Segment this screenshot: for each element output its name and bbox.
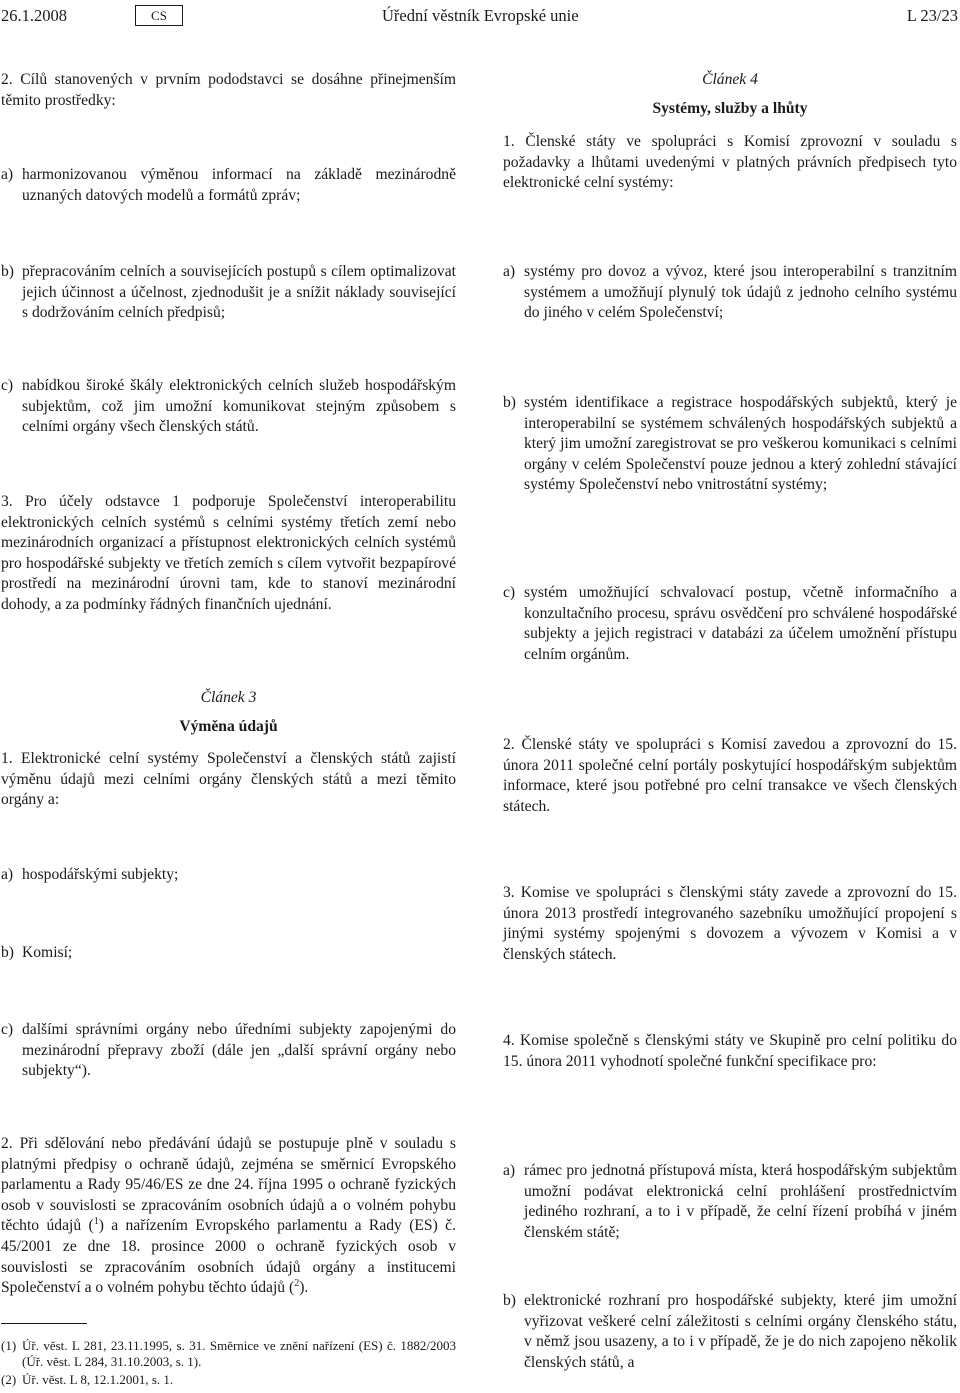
art4-paragraph-4: 4. Komise společně s členskými státy ve Skupině pro celní politiku do 15. února 2011 vyhodnotí společné funkční specifikace pro: <box>503 1032 957 1070</box>
art3-item-b <box>1 943 456 964</box>
item-text: systémy pro dovoz a vývoz, které jsou interoperabilní s tranzitním systémem a umožňují plynulý tok údajů z jednoho celního systému do jiného v celém Společenství; <box>524 263 957 322</box>
item-label: c) <box>503 584 516 601</box>
item-text: přepracováním celních a souvisejících postupů s cílem optimalizovat jejich účinnost a účelnost, zjednodušit je a snížit náklady související s dodržováním celních předpisů; <box>22 263 456 322</box>
item-label: a) <box>503 1162 516 1179</box>
footnote-label: (1) <box>1 1338 17 1353</box>
article-3-number: Článek 3 <box>200 689 257 706</box>
art3-paragraph-1: 1. Elektronické celní systémy Společenství a členských států zajistí výměnu údajů mezi celními orgány členských států a mezi těmito orgány a: <box>1 750 456 809</box>
article-4-title: Systémy, služby a lhůty <box>652 100 808 117</box>
item-label: c) <box>1 1021 14 1038</box>
footnote-text: Úř. věst. L 8, 12.1.2001, s. 1. <box>22 1372 174 1387</box>
item-text: nabídkou široké škály elektronických celních služeb hospodářským subjektům, což jim umožní komunikovat stejným způsobem s celními orgány všech členských států. <box>22 377 456 436</box>
art4-paragraph-3: 3. Komise ve spolupráci s členskými státy zavede a zprovozní do 15. února 2013 prostředí integrovaného sazebníku umožňující propojení s jinými systémy spojenými s dovozem a vývozem v Komisi a v členských státech. <box>503 884 957 963</box>
art2-item-a <box>1 165 456 206</box>
item-text: systém identifikace a registrace hospodářských subjektů, který je interoperabilní se systémem schválených hospodářských subjektů a který jim umožní zaregistrovat se pro veškerou komunikaci s celními orgány v celém Společenství pouze jednou a který zohlední stávající systémy Společenství nebo vnitrostátní systémy; <box>524 394 957 494</box>
art3-paragraph-2: 2. Při sdělování nebo předávání údajů se postupuje plně v souladu s platnými předpisy o ochraně údajů, zejména se směrnicí Evropského parlamentu a Rady 95/46/ES ze dne 24. října 1995 o ochraně fyzických osob v souvislosti se zpracováním osobních údajů a o volném pohybu těchto údajů ($^1$) a nařízením Evropského parlamentu a Rady (ES) č. 45/2001 ze dne 18. prosince 2000 o ochraně fyzických osob v souvislosti se zpracováním osobních údajů orgány a institucemi Společenství a o volném pohybu těchto údajů ($^2$). <box>1 1135 456 1297</box>
art4-paragraph-2: 2. Členské státy ve spolupráci s Komisí zavedou a zprovozní do 15. února 2011 společné celní portály poskytující hospodářským subjektům informace, které jsou potřebné pro celní transakce ve všech členských státech. <box>503 736 957 815</box>
footnote-1 <box>1 1338 456 1371</box>
art3-item-a <box>1 865 456 886</box>
footnote-2 <box>1 1372 456 1388</box>
item-text: dalšími správními orgány nebo úředními subjekty zapojenými do mezinárodní přepravy zboží (dále jen „další správní orgány nebo subjekty“). <box>22 1021 456 1080</box>
art2-paragraph-2: 2. Cílů stanovených v prvním pododstavci se dosáhne přinejmenším těmito prostředky: <box>1 71 456 109</box>
footnote-ref-2: 2 <box>294 1277 300 1289</box>
item-text: hospodářskými subjekty; <box>22 866 179 883</box>
item-label: a) <box>1 166 14 183</box>
art4-paragraph-1: 1. Členské státy ve spolupráci s Komisí zprovozní v souladu s požadavky a lhůtami uvedenými v platných právních předpisech tyto elektronické celní systémy: <box>503 133 957 192</box>
item-label: c) <box>1 377 14 394</box>
journal-title: Úřední věstník Evropské unie <box>382 6 579 25</box>
art3-item-c <box>1 1020 456 1082</box>
footnote-label: (2) <box>1 1372 17 1387</box>
item-label: a) <box>1 866 14 883</box>
footnote-divider <box>1 1323 87 1324</box>
item-text: Komisí; <box>22 944 73 961</box>
art2-item-b <box>1 262 456 324</box>
item-label: b) <box>503 1292 516 1309</box>
article-3-title: Výměna údajů <box>179 718 278 735</box>
art4-p4-item-b <box>503 1291 957 1373</box>
item-text: elektronické rozhraní pro hospodářské subjekty, které jim umožní vyřizovat veškeré celní záležitosti s celními orgány členského státu, v němž jsou usazeny, a to i v případě, že je do nich zapojeno několik členských států, a <box>524 1292 957 1371</box>
footnote-ref-1: 1 <box>93 1216 99 1228</box>
art4-item-c <box>503 583 957 665</box>
language-badge: CS <box>135 5 183 26</box>
header-date: 26.1.2008 <box>1 6 67 25</box>
art4-p4-item-a <box>503 1161 957 1243</box>
art4-item-b <box>503 393 957 496</box>
item-label: b) <box>503 394 516 411</box>
art4-item-a <box>503 262 957 324</box>
footnote-text: Úř. věst. L 281, 23.11.1995, s. 31. Směrnice ve znění nařízení (ES) č. 1882/2003 (Úř. věst. L 284, 31.10.2003, s. 1). <box>22 1338 456 1370</box>
item-text: rámec pro jednotná přístupová místa, která hospodářským subjektům umožní podávat elektronická celní prohlášení prostřednictvím jediného rozhraní, a to i v případě, že celní řízení probíhá v jiném členském státě; <box>524 1162 957 1241</box>
item-text: systém umožňující schvalovací postup, včetně informačního a konzultačního procesu, správu osvědčení pro schválené hospodářské subjekty a jejich registraci v databázi za účelem umožnění přístupu celním orgánům. <box>524 584 957 663</box>
article-4-number: Článek 4 <box>702 71 758 88</box>
page-header <box>0 6 960 28</box>
item-label: a) <box>503 263 516 280</box>
item-label: b) <box>1 263 14 280</box>
item-label: b) <box>1 944 14 961</box>
art2-item-c <box>1 376 456 438</box>
art2-paragraph-3: 3. Pro účely odstavce 1 podporuje Společenství interoperabilitu elektronických celních systémů s celními systémy třetích zemí nebo mezinárodních organizací a přístupnost elektronických celních systémů pro hospodářské subjekty ve třetích zemích s cílem vytvořit bezpapírové prostředí na mezinárodní úrovni tam, kde to stanoví mezinárodní dohody, a za podmínky řádných finančních ujednání. <box>1 493 456 613</box>
item-text: harmonizovanou výměnou informací na základě mezinárodně uznaných datových modelů a formátů zpráv; <box>22 166 456 204</box>
page-number: L 23/23 <box>906 6 958 25</box>
